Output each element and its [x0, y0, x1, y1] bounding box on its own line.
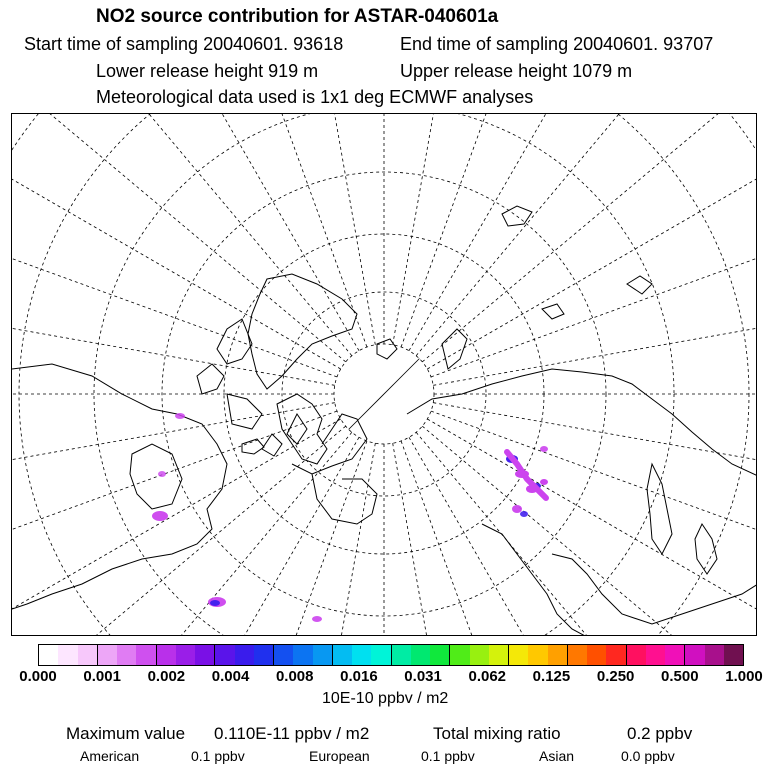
- colorbar-tick-label: 1.000: [725, 668, 763, 685]
- longitude-line: [12, 411, 337, 636]
- colorbar-swatch: [117, 645, 136, 665]
- polar-map: [11, 113, 757, 636]
- map-canvas: [12, 114, 757, 636]
- colorbar-swatch: [646, 645, 665, 665]
- upper-release-height: Upper release height 1079 m: [400, 61, 633, 81]
- colorbar-swatch: [626, 645, 646, 665]
- colorbar-swatch: [391, 645, 411, 665]
- plume-blob: [210, 600, 220, 606]
- plume-blob: [152, 511, 168, 521]
- colorbar-swatch: [235, 645, 254, 665]
- plume-blob: [512, 505, 522, 513]
- colorbar-swatch: [508, 645, 528, 665]
- colorbar-swatch: [156, 645, 176, 665]
- coastline-siberia: [407, 369, 757, 476]
- colorbar-unit: 10E-10 ppbv / m2: [322, 690, 449, 707]
- coastline-europe-islands: [262, 414, 307, 456]
- max-value: 0.110E-11 ppbv / m2: [214, 724, 370, 743]
- longitude-line: [427, 114, 757, 369]
- longitude-line: [12, 403, 335, 551]
- longitude-line: [12, 114, 346, 362]
- colorbar-tick-label: 0.001: [83, 668, 121, 685]
- colorbar-swatch: [214, 645, 234, 665]
- coastline-asia-east: [482, 524, 757, 636]
- graticule: [12, 114, 757, 636]
- colorbar-swatch: [176, 645, 195, 665]
- coastline-north-islands: [542, 276, 652, 319]
- colorbar-swatch: [97, 645, 117, 665]
- colorbar-tick-label: 0.031: [404, 668, 442, 685]
- colorbar-swatch: [78, 645, 97, 665]
- total-mixing-label: Total mixing ratio: [433, 724, 561, 743]
- longitude-line: [12, 432, 352, 636]
- plume-blob: [158, 471, 166, 477]
- longitude-line: [393, 114, 541, 345]
- colorbar-swatch: [684, 645, 704, 665]
- longitude-line: [76, 441, 367, 636]
- longitude-line: [12, 114, 352, 356]
- coastline-japan: [695, 524, 717, 574]
- colorbar-swatch: [293, 645, 312, 665]
- colorbar-swatch: [313, 645, 332, 665]
- colorbar-swatch: [371, 645, 390, 665]
- longitude-line: [422, 114, 757, 362]
- colorbar-tick-label: 0.008: [275, 668, 314, 685]
- longitude-line: [433, 403, 757, 551]
- longitude-line: [416, 432, 757, 636]
- coastline-svalbard: [377, 339, 397, 359]
- longitude-line: [12, 419, 341, 636]
- region-european-value: 0.1 ppbv: [421, 748, 475, 764]
- colorbar-tick-label: 0.250: [596, 668, 635, 685]
- colorbar-swatch: [332, 645, 352, 665]
- coastline-north-america: [12, 364, 227, 609]
- longitude-line: [416, 114, 757, 356]
- start-time: Start time of sampling 20040601. 93618: [24, 34, 344, 54]
- coastline-canada-islands: [197, 319, 262, 429]
- colorbar-swatch: [136, 645, 155, 665]
- coastlines: [12, 206, 757, 636]
- colorbar-swatch: [665, 645, 684, 665]
- longitude-line: [12, 426, 346, 636]
- coastline-iceland: [242, 439, 264, 454]
- colorbar-swatch: [58, 645, 77, 665]
- meteo-data-note: Meteorological data used is 1x1 deg ECMWF analyses: [96, 87, 534, 107]
- longitude-line: [433, 238, 757, 386]
- coastline-novaya-zemlya: [442, 329, 467, 369]
- colorbar-tick-label: 0.004: [211, 668, 250, 685]
- longitude-line: [427, 419, 757, 636]
- colorbar-swatch: [352, 645, 371, 665]
- colorbar-swatch: [724, 645, 743, 665]
- colorbar-swatch: [430, 645, 449, 665]
- lower-release-height: Lower release height 919 m: [96, 61, 319, 81]
- total-mixing-value: 0.2 ppbv: [627, 724, 693, 743]
- colorbar-swatch: [411, 645, 430, 665]
- longitude-line: [401, 114, 692, 347]
- colorbar-swatch: [470, 645, 489, 665]
- coastline-greenland: [248, 274, 357, 389]
- longitude-line: [409, 114, 757, 351]
- region-asian-value: 0.0 ppbv: [621, 748, 675, 764]
- colorbar-tick-label: 0.062: [468, 668, 507, 685]
- region-european-label: European: [309, 748, 370, 764]
- longitude-line: [12, 114, 337, 377]
- plot-title: NO2 source contribution for ASTAR-040601a: [96, 6, 499, 27]
- longitude-line: [431, 411, 757, 636]
- colorbar-swatch: [195, 645, 214, 665]
- colorbar-swatch: [489, 645, 508, 665]
- colorbar-tick-label: 0.000: [19, 668, 57, 685]
- colorbar-swatch: [449, 645, 469, 665]
- plume-blob: [520, 511, 528, 517]
- longitude-line: [431, 114, 757, 377]
- colorbar-tick-label: 0.500: [661, 668, 699, 685]
- plume-blob: [540, 479, 548, 485]
- plume-blob: [540, 446, 548, 452]
- colorbar-swatch: [39, 645, 58, 665]
- colorbar-swatch: [528, 645, 547, 665]
- colorbar-swatch: [705, 645, 724, 665]
- region-asian-label: Asian: [539, 748, 575, 764]
- longitude-line: [12, 114, 359, 351]
- coastline-scandinavia: [277, 394, 327, 464]
- plume-streak: [507, 452, 546, 498]
- colorbar-swatch: [254, 645, 273, 665]
- longitude-line: [12, 238, 335, 386]
- colorbar-swatch: [587, 645, 606, 665]
- colorbar: [38, 644, 744, 666]
- colorbar-tick-label: 0.016: [340, 668, 378, 685]
- longitude-line: [228, 443, 376, 636]
- plume-blob: [175, 413, 185, 419]
- region-american-value: 0.1 ppbv: [191, 748, 245, 764]
- latitude-circle: [12, 114, 757, 636]
- plume-blob: [312, 616, 322, 622]
- longitude-line: [401, 441, 692, 636]
- region-american-label: American: [80, 748, 140, 764]
- end-time: End time of sampling 20040601. 93707: [400, 34, 714, 54]
- max-value-label: Maximum value: [66, 724, 186, 743]
- colorbar-tick-label: 0.002: [147, 668, 186, 685]
- coastline-kamchatka: [647, 464, 672, 554]
- no2-plumes: [152, 413, 548, 622]
- longitude-line: [12, 114, 341, 369]
- colorbar-swatch: [567, 645, 587, 665]
- colorbar-tick-label: 0.125: [532, 668, 571, 685]
- coastline-europe: [292, 414, 377, 524]
- colorbar-swatch: [606, 645, 625, 665]
- colorbar-swatch: [273, 645, 293, 665]
- coastline-hudson-bay: [130, 444, 182, 509]
- colorbar-swatch: [548, 645, 567, 665]
- pole-line: [349, 359, 420, 430]
